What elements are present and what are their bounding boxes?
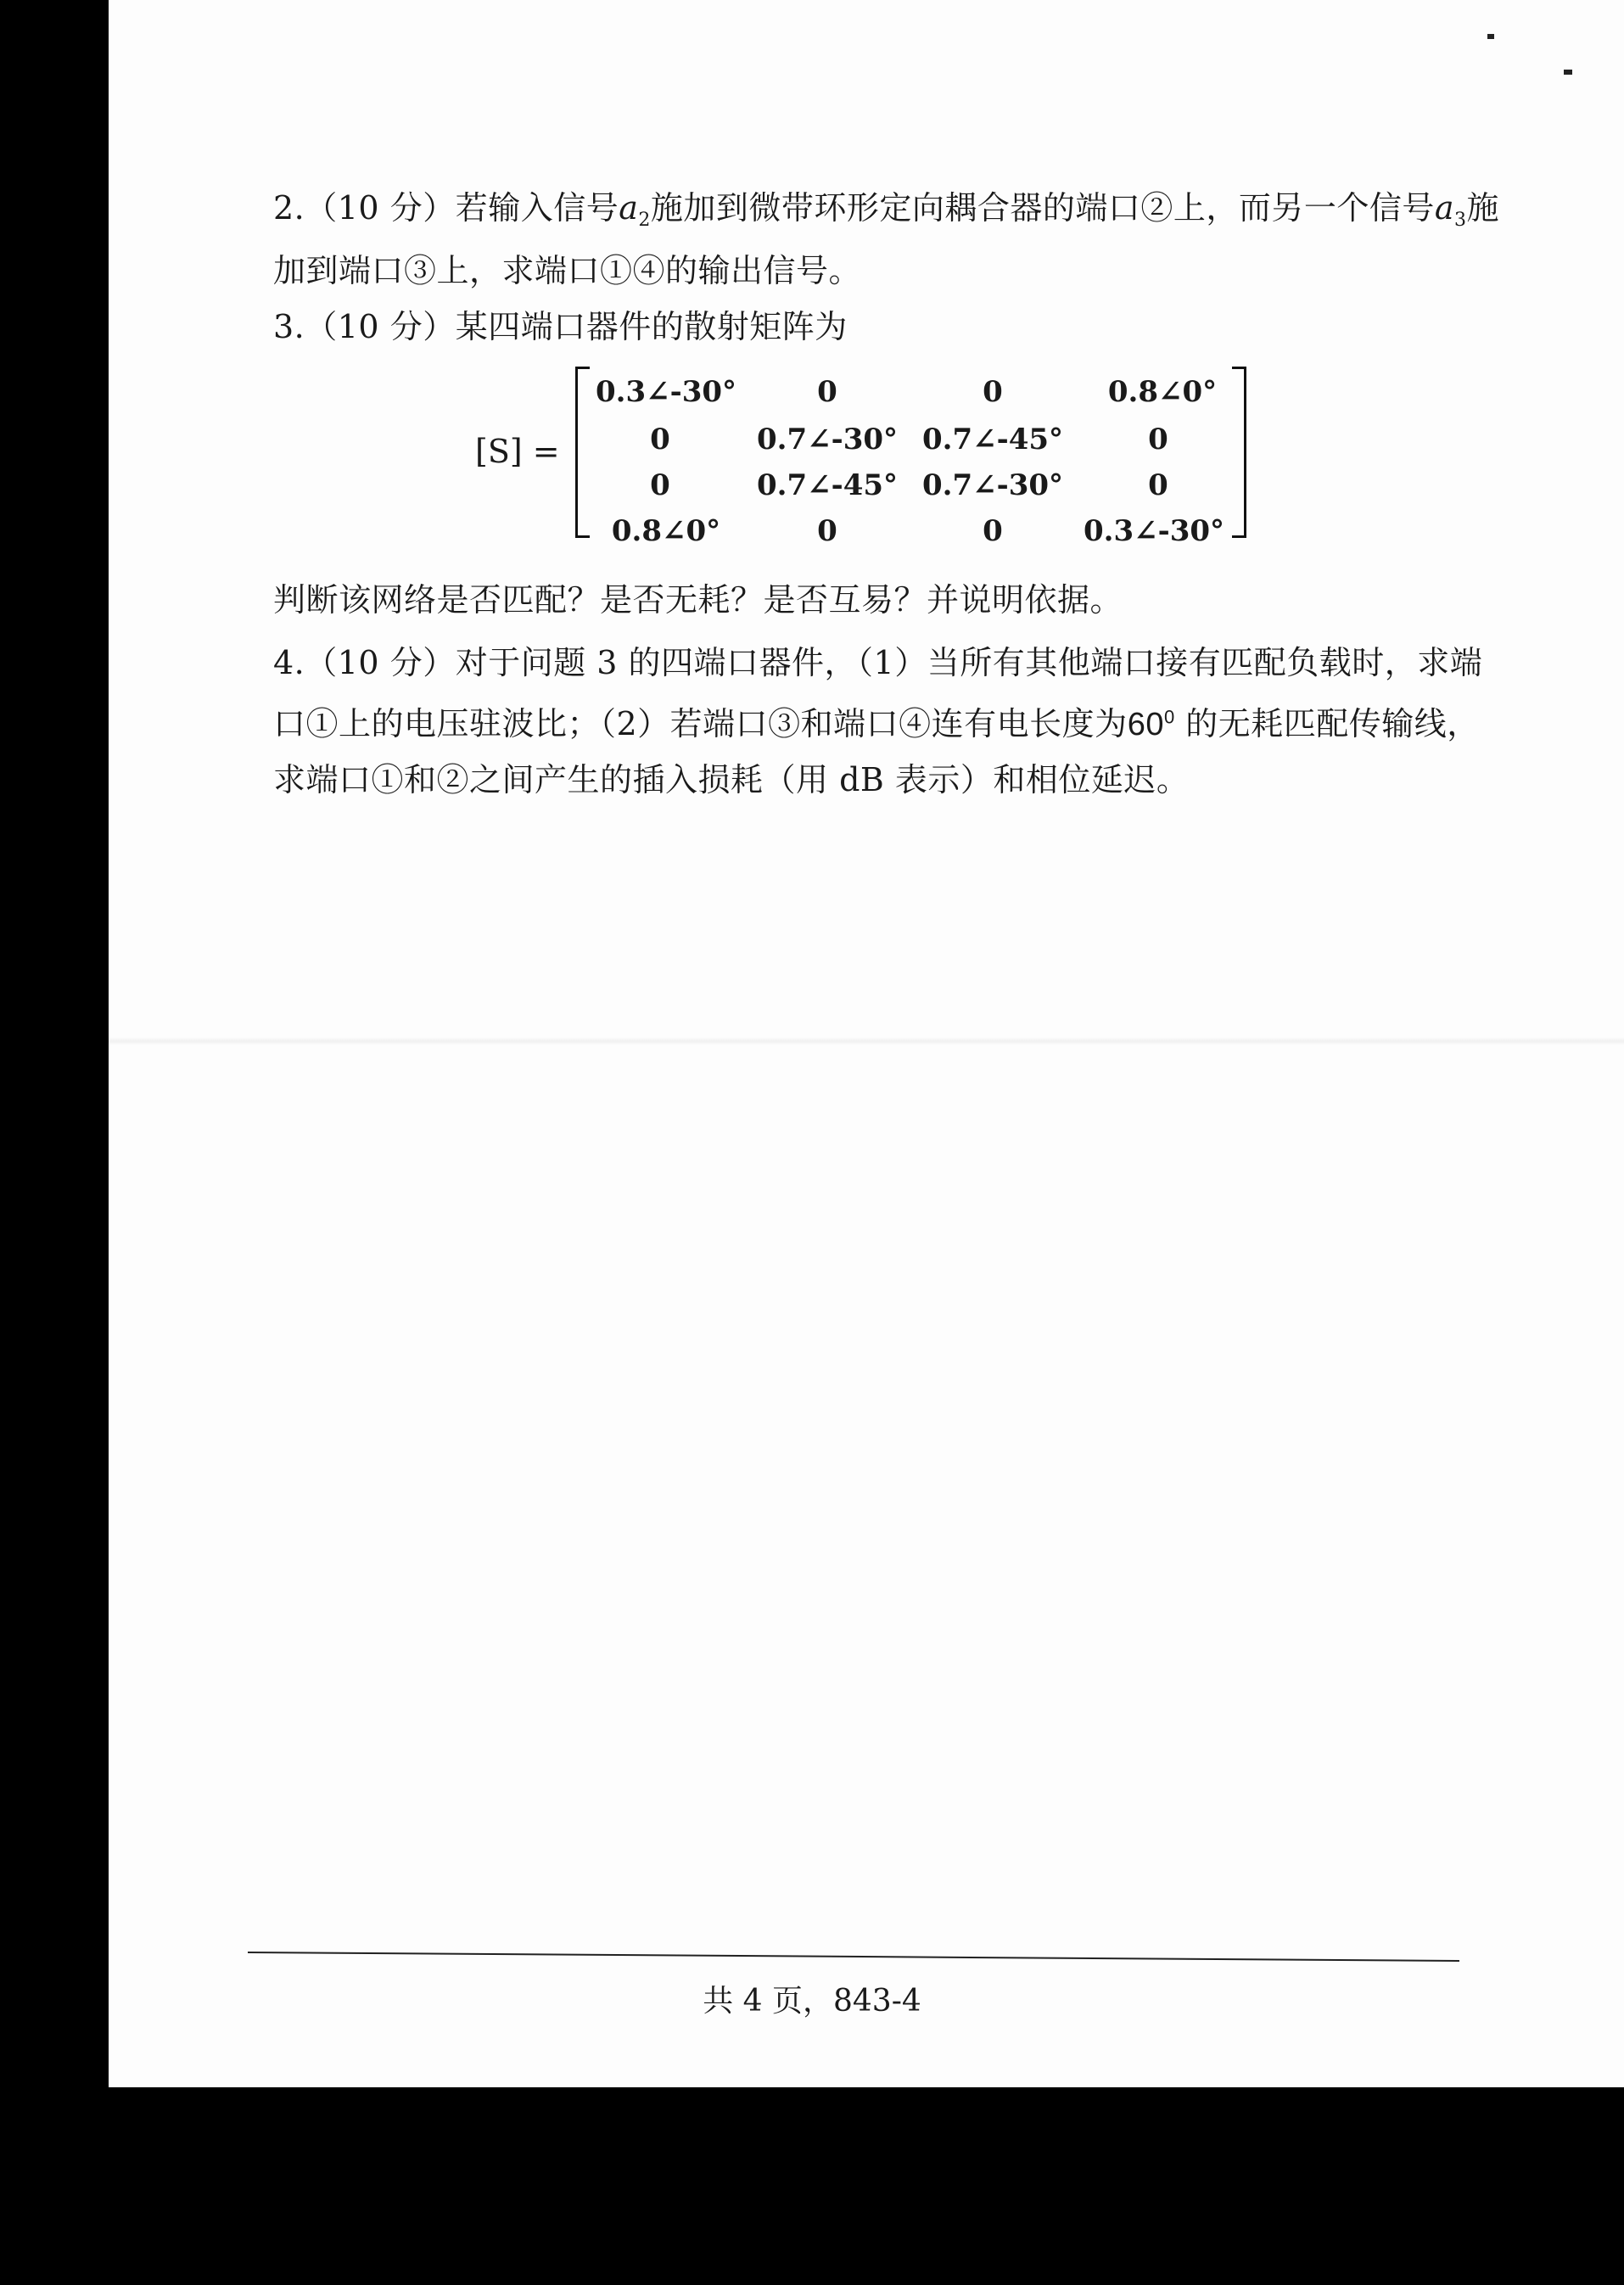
matrix-bracket-left xyxy=(575,367,590,538)
matrix-cell: 0 xyxy=(650,468,670,502)
page-fold xyxy=(109,1037,1624,1045)
matrix-cell: 0 xyxy=(817,375,837,409)
matrix-cell: 0.7∠-30° xyxy=(756,423,899,456)
q2-line-2: 加到端口③上，求端口①④的输出信号。 xyxy=(273,252,862,289)
q2-text-a: 2.（10 分）若输入信号 xyxy=(273,189,619,227)
signal-a3: $a_3$ xyxy=(1434,189,1467,231)
matrix-cell: 0 xyxy=(1148,423,1168,456)
matrix-cell: 0.7∠-45° xyxy=(756,468,899,502)
q4-line-2 xyxy=(273,697,1480,744)
signal-a2: $a_2$ xyxy=(619,189,651,231)
matrix-cell: 0.7∠-45° xyxy=(921,423,1064,456)
matrix-cell: 0.3∠-30° xyxy=(1083,514,1225,548)
matrix-cell: 0.3∠-30° xyxy=(595,375,737,409)
scattering-matrix xyxy=(475,356,1256,548)
q4-line-3: 求端口①和②之间产生的插入损耗（用 dB 表示）和相位延迟。 xyxy=(273,761,1190,798)
q4-line-1: 4.（10 分）对于问题 3 的四端口器件，（1）当所有其他端口接有匹配负载时，求端 xyxy=(273,644,1483,681)
q4-text-a: 口①上的电压驻波比；（2）若端口③和端口④连有电长度为 xyxy=(273,705,1128,742)
matrix-cell: 0 xyxy=(650,423,670,456)
q2-line-1 xyxy=(273,182,1499,231)
scan-speck xyxy=(1487,34,1494,39)
matrix-bracket-right xyxy=(1232,367,1246,538)
page-footer: 共 4 页，843-4 xyxy=(703,1984,921,2019)
matrix-cell: 0 xyxy=(817,514,837,548)
q3-line-1: 3.（10 分）某四端口器件的散射矩阵为 xyxy=(273,308,848,345)
matrix-label: [S] = xyxy=(475,433,560,470)
matrix-cell: 0 xyxy=(983,375,1003,409)
scan-speck xyxy=(1564,70,1572,75)
matrix-cell: 0.8∠0° xyxy=(611,514,721,548)
matrix-cell: 0 xyxy=(1148,468,1168,502)
q3-line-2: 判断该网络是否匹配？是否无耗？是否互易？并说明依据。 xyxy=(273,581,1123,619)
q2-text-b: 施加到微带环形定向耦合器的端口②上，而另一个信号 xyxy=(650,189,1435,227)
matrix-cell: 0.8∠0° xyxy=(1107,375,1218,409)
matrix-cell: 0 xyxy=(983,514,1003,548)
electrical-length: $60^0$ xyxy=(1127,706,1175,742)
q2-text-c: 施 xyxy=(1466,189,1500,227)
matrix-cell: 0.7∠-30° xyxy=(921,468,1064,502)
q4-text-b: 的无耗匹配传输线， xyxy=(1174,705,1480,742)
